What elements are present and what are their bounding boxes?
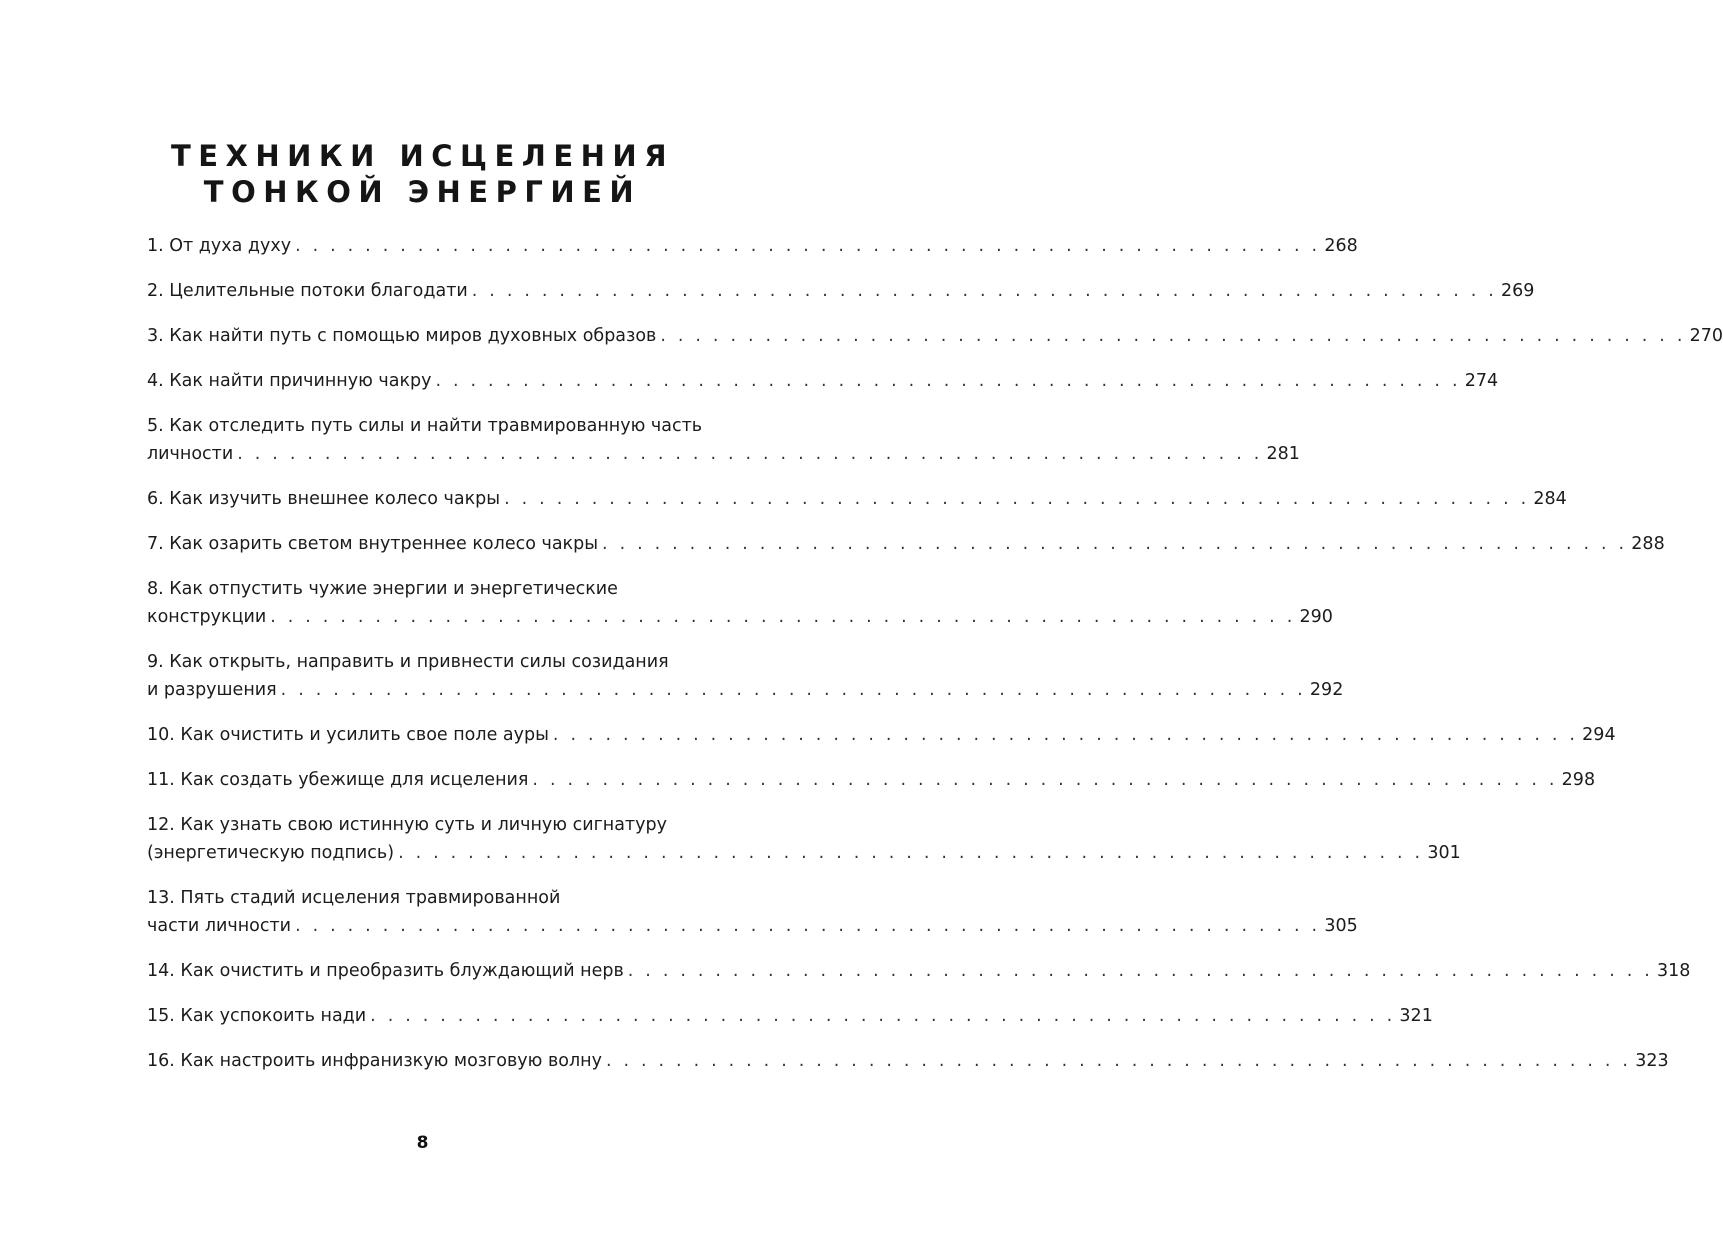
toc-entry-line [147,367,1499,395]
toc-entry-title: 7. Как озарить светом внутреннее колесо чакры [147,534,599,554]
dot-leader: . . . . . . . . . . . . . . . . . . . . . . . . . . . . . . . . . . . . . . . . . . . . . . . . . . . . . . . . . . . [627,961,1654,981]
toc-entry[interactable] [147,766,1596,794]
dot-leader: . . . . . . . . . . . . . . . . . . . . . . . . . . . . . . . . . . . . . . . . . . . . . . . . . . . . . . . . . . . [370,1006,1396,1026]
toc-entry-page: 290 [1299,607,1333,627]
dot-leader: . . . . . . . . . . . . . . . . . . . . . . . . . . . . . . . . . . . . . . . . . . . . . . . . . . . . . . . . . . . [295,236,1321,256]
toc-entry-line [147,957,1691,985]
dot-leader: . . . . . . . . . . . . . . . . . . . . . . . . . . . . . . . . . . . . . . . . . . . . . . . . . . . . . . . . . . . [398,843,1424,863]
toc-entry-title: личности [147,444,234,464]
toc-entry[interactable] [147,367,1499,395]
toc-entry-page: 305 [1324,916,1358,936]
dot-leader: . . . . . . . . . . . . . . . . . . . . . . . . . . . . . . . . . . . . . . . . . . . . . . . . . . . . . . . . . . . [295,916,1321,936]
toc-entry-line [147,721,1616,749]
dot-leader: . . . . . . . . . . . . . . . . . . . . . . . . . . . . . . . . . . . . . . . . . . . . . . . . . . . . . . . . . . . [660,326,1686,346]
dot-leader: . . . . . . . . . . . . . . . . . . . . . . . . . . . . . . . . . . . . . . . . . . . . . . . . . . . . . . . . . . . [435,371,1461,391]
toc-entry-line [147,839,1461,867]
toc-entry-title: 14. Как очистить и преобразить блуждающий нерв [147,961,624,981]
toc-entry[interactable] [147,884,1358,940]
table-of-contents [147,232,1723,1092]
toc-entry-page: 318 [1657,961,1691,981]
toc-entry[interactable] [147,530,1665,558]
toc-entry[interactable] [147,721,1616,749]
page-title [0,138,845,210]
toc-entry-page: 301 [1427,843,1461,863]
toc-entry-page: 274 [1464,371,1499,391]
toc-entry-line [147,1047,1669,1075]
toc-entry-line [147,322,1723,350]
toc-entry[interactable] [147,277,1535,305]
page-title-line-1: ТЕХНИКИ ИСЦЕЛЕНИЯ [170,139,675,173]
toc-entry-title: 1. От духа духу [147,236,292,256]
toc-entry-title-line: 8. Как отпустить чужие энергии и энергетические [147,579,618,599]
toc-entry-line [147,766,1596,794]
toc-entry-page: 323 [1635,1051,1669,1071]
toc-entry-title: 2. Целительные потоки благодати [147,281,468,301]
toc-entry[interactable] [147,1047,1669,1075]
toc-entry[interactable] [147,1002,1433,1030]
toc-entry-line [147,277,1535,305]
toc-entry-page: 288 [1631,534,1665,554]
toc-entry[interactable] [147,575,1333,631]
toc-entry-line [147,530,1665,558]
dot-leader: . . . . . . . . . . . . . . . . . . . . . . . . . . . . . . . . . . . . . . . . . . . . . . . . . . . . . . . . . . . [504,489,1530,509]
toc-entry[interactable] [147,322,1723,350]
toc-entry-page: 268 [1324,236,1358,256]
page-title-line-2: ТОНКОЙ ЭНЕРГИЕЙ [203,175,642,209]
toc-entry-line [147,440,1300,468]
toc-entry-page: 298 [1561,770,1596,790]
toc-entry-title: 15. Как успокоить нади [147,1006,367,1026]
toc-entry-title-line: 5. Как отследить путь силы и найти травмированную часть [147,416,703,436]
toc-entry[interactable] [147,957,1691,985]
toc-entry-title: конструкции [147,607,267,627]
dot-leader: . . . . . . . . . . . . . . . . . . . . . . . . . . . . . . . . . . . . . . . . . . . . . . . . . . . . . . . . . . . [471,281,1498,301]
dot-leader: . . . . . . . . . . . . . . . . . . . . . . . . . . . . . . . . . . . . . . . . . . . . . . . . . . . . . . . . . . . [532,770,1558,790]
toc-entry-title: 16. Как настроить инфранизкую мозговую волну [147,1051,602,1071]
toc-entry-line [147,603,1333,631]
toc-entry-page: 294 [1582,725,1616,745]
toc-entry-title-line: 13. Пять стадий исцеления травмированной [147,888,561,908]
toc-entry-title-line: 12. Как узнать свою истинную суть и личную сигнатуру [147,815,667,835]
toc-entry-page: 269 [1501,281,1535,301]
toc-entry[interactable] [147,648,1344,704]
toc-entry-page: 321 [1399,1006,1433,1026]
toc-entry[interactable] [147,485,1567,513]
toc-entry-title: 10. Как очистить и усилить свое поле ауры [147,725,549,745]
toc-entry-title: 3. Как найти путь с помощью миров духовных образов [147,326,657,346]
toc-entry[interactable] [147,811,1461,867]
toc-entry-title-line: 9. Как открыть, направить и привнести силы созидания [147,652,669,672]
dot-leader: . . . . . . . . . . . . . . . . . . . . . . . . . . . . . . . . . . . . . . . . . . . . . . . . . . . . . . . . . . . [280,680,1306,700]
toc-entry-line [147,232,1358,260]
toc-entry-title: (энергетическую подпись) [147,843,395,863]
toc-entry[interactable] [147,232,1358,260]
toc-entry-title: части личности [147,916,292,936]
dot-leader: . . . . . . . . . . . . . . . . . . . . . . . . . . . . . . . . . . . . . . . . . . . . . . . . . . . . . . . . . . . [602,534,1628,554]
toc-entry-line [147,676,1344,704]
dot-leader: . . . . . . . . . . . . . . . . . . . . . . . . . . . . . . . . . . . . . . . . . . . . . . . . . . . . . . . . . . . [270,607,1296,627]
toc-entry-title: и разрушения [147,680,277,700]
toc-entry-page: 281 [1266,444,1300,464]
dot-leader: . . . . . . . . . . . . . . . . . . . . . . . . . . . . . . . . . . . . . . . . . . . . . . . . . . . . . . . . . . . [605,1051,1632,1071]
toc-entry-title: 4. Как найти причинную чакру [147,371,432,391]
toc-entry[interactable] [147,412,1300,468]
toc-entry-line [147,912,1358,940]
toc-entry-page: 270 [1689,326,1723,346]
page-number: 8 [416,1133,429,1153]
toc-entry-title: 6. Как изучить внешнее колесо чакры [147,489,501,509]
toc-entry-page: 284 [1533,489,1567,509]
toc-entry-page: 292 [1309,680,1344,700]
dot-leader: . . . . . . . . . . . . . . . . . . . . . . . . . . . . . . . . . . . . . . . . . . . . . . . . . . . . . . . . . . . [237,444,1263,464]
dot-leader: . . . . . . . . . . . . . . . . . . . . . . . . . . . . . . . . . . . . . . . . . . . . . . . . . . . . . . . . . . . [552,725,1579,745]
toc-entry-line [147,1002,1433,1030]
toc-entry-line [147,485,1567,513]
toc-entry-title: 11. Как создать убежище для исцеления [147,770,529,790]
